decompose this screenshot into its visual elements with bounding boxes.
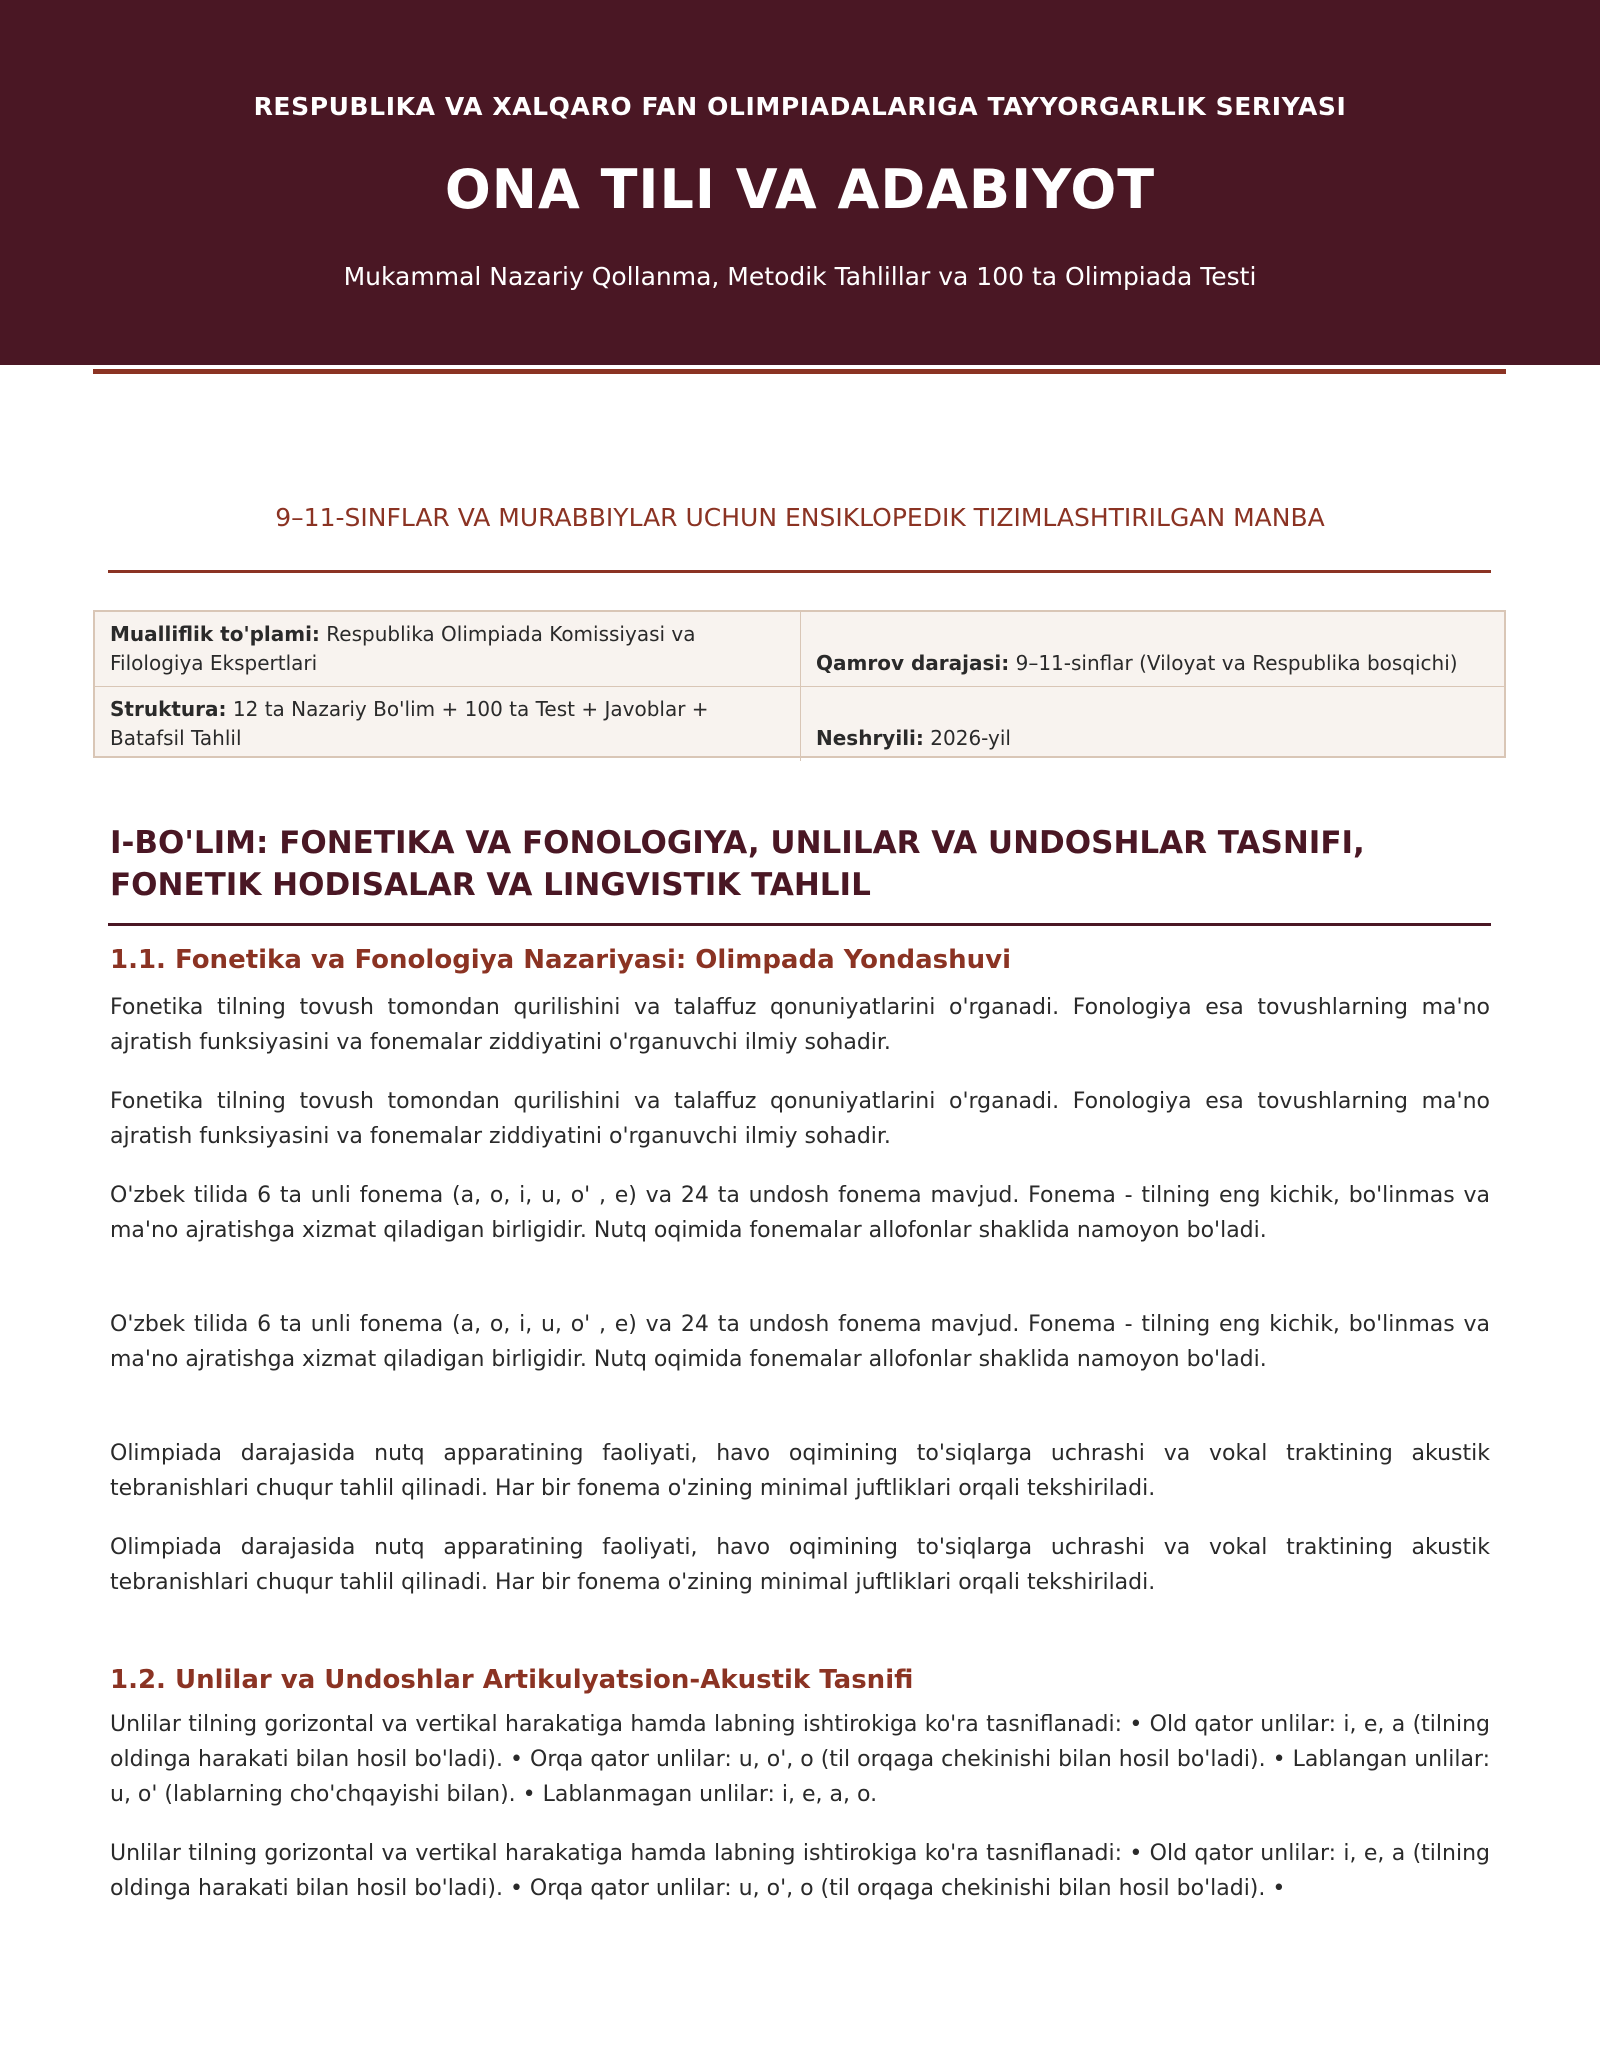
cover-header: [0, 0, 1600, 365]
section-divider: [108, 923, 1491, 926]
audience-line: 9–11-SINFLAR VA MURABBIYLAR UCHUN ENSIKLOPEDIK TIZIMLASHTIRILGAN MANBA: [275, 503, 1325, 532]
audience-divider: [108, 570, 1491, 573]
book-subtitle: Mukammal Nazariy Qollanma, Metodik Tahlillar va 100 ta Olimpiada Testi: [343, 262, 1257, 291]
info-published-value: 2026-yil: [923, 726, 1011, 750]
section-title: I-BO'LIM: FONETIKA VA FONOLOGIYA, UNLILAR VA UNDOSHLAR TASNIFI, FONETIK HODISALAR VA LINGVISTIK TAHLIL: [110, 825, 1365, 903]
series-title: RESPUBLIKA VA XALQARO FAN OLIMPIADALARIGA TAYYORGARLIK SERIYASI: [253, 92, 1347, 121]
book-title: ONA TILI VA ADABIYOT: [444, 158, 1156, 221]
info-authors-label: Mualliflik to'plami:: [110, 622, 320, 646]
info-structure: [95, 687, 801, 761]
paragraph: Unlilar tilning gorizontal va vertikal harakatiga hamda labning ishtirokiga ko'ra tasniflanadi: • Old qator unlilar: i, e, a (tilning oldinga harakati bilan hosil bo'ladi). • Orqa qator unlilar: u, o', o (til orqaga chekinishi bilan hosil bo'ladi). •: [110, 1841, 1490, 1901]
paragraph: O'zbek tilida 6 ta unli fonema (a, o, i, u, o' , e) va 24 ta undosh fonema mavjud. Fonema - tilning eng kichik, bo'linmas va ma'no ajratishga xizmat qiladigan birligidir. Nutq oqimida fonemalar allofonlar shaklida namoyon bo'ladi.: [110, 1183, 1490, 1243]
info-scope-value: 9–11-sinflar (Viloyat va Respublika bosqichi): [1009, 651, 1458, 675]
info-scope-label: Qamrov darajasi:: [816, 651, 1010, 675]
paragraph: Fonetika tilning tovush tomondan qurilishini va talaffuz qonuniyatlarini o'rganadi. Fonologiya esa tovushlarning ma'no ajratish funksiyasini va fonemalar ziddiyatini o'rganuvchi ilmiy sohadir.: [110, 995, 1490, 1055]
subsection-title-1-2: 1.2. Unlilar va Undoshlar Artikulyatsion-Akustik Tasnifi: [110, 1665, 914, 1695]
header-divider: [93, 369, 1506, 374]
info-authors: [95, 612, 801, 687]
info-published-label: Neshryili:: [816, 726, 924, 750]
info-authors-value: Respublika Olimpiada Komissiyasi va Filologiya Ekspertlari: [110, 622, 696, 675]
paragraph: Unlilar tilning gorizontal va vertikal harakatiga hamda labning ishtirokiga ko'ra tasniflanadi: • Old qator unlilar: i, e, a (tilning oldinga harakati bilan hosil bo'ladi). • Orqa qator unlilar: u, o', o (til orqaga chekinishi bilan hosil bo'ladi). • Lablangan unlilar: u, o' (lablarning cho'chqayishi bilan). • Lablanmagan unlilar: i, e, a, o.: [110, 1712, 1490, 1807]
paragraph: O'zbek tilida 6 ta unli fonema (a, o, i, u, o' , e) va 24 ta undosh fonema mavjud. Fonema - tilning eng kichik, bo'linmas va ma'no ajratishga xizmat qiladigan birligidir. Nutq oqimida fonemalar allofonlar shaklida namoyon bo'ladi.: [110, 1312, 1490, 1372]
info-scope: [801, 612, 1504, 687]
info-table: [93, 610, 1506, 758]
paragraph: Olimpiada darajasida nutq apparatining faoliyati, havo oqimining to'siqlarga uchrashi va vokal traktining akustik tebranishlari chuqur tahlil qilinadi. Har bir fonema o'zining minimal juftliklari orqali tekshiriladi.: [110, 1441, 1490, 1501]
info-structure-label: Struktura:: [110, 697, 227, 721]
paragraph: Fonetika tilning tovush tomondan qurilishini va talaffuz qonuniyatlarini o'rganadi. Fonologiya esa tovushlarning ma'no ajratish funksiyasini va fonemalar ziddiyatini o'rganuvchi ilmiy sohadir.: [110, 1089, 1490, 1149]
info-published: [801, 687, 1504, 761]
subsection-title-1-1: 1.1. Fonetika va Fonologiya Nazariyasi: Olimpada Yondashuvi: [110, 945, 1012, 975]
info-structure-value: 12 ta Nazariy Bo'lim + 100 ta Test + Javoblar + Batafsil Tahlil: [110, 697, 709, 750]
paragraph: Olimpiada darajasida nutq apparatining faoliyati, havo oqimining to'siqlarga uchrashi va vokal traktining akustik tebranishlari chuqur tahlil qilinadi. Har bir fonema o'zining minimal juftliklari orqali tekshiriladi.: [110, 1535, 1490, 1595]
